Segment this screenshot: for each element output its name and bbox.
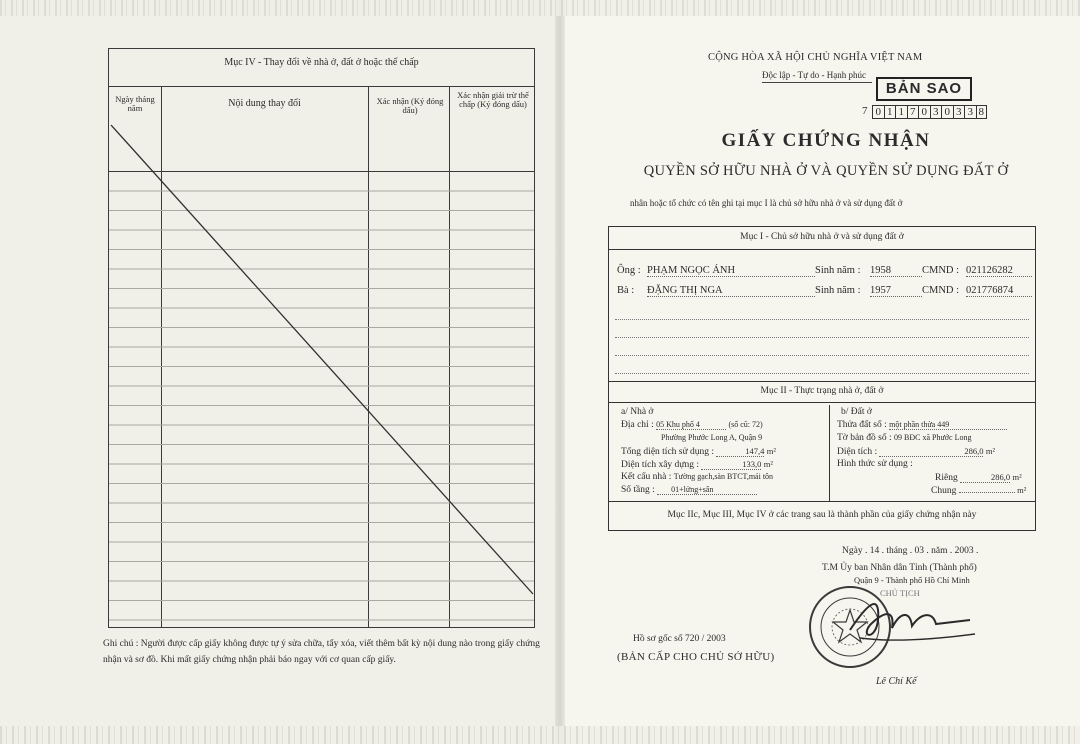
col-header-confirm: Xác nhận (Ký đóng dấu) [376,96,444,115]
house-heading: a/ Nhà ở [621,407,654,417]
unit: m² [1017,485,1027,495]
birth-year: 1957 [870,285,922,297]
serial-digit: 1 [884,105,896,119]
total-area-label: Tổng diện tích sử dụng : [621,447,715,457]
scan-noise-top [0,0,1080,16]
birth-label: Sinh năm : [815,265,861,276]
birth-label: Sinh năm : [815,285,861,296]
motto-underline [762,82,872,83]
section4-title: Mục IV - Thay đổi về nhà ở, đất ở hoặc thế chấp [109,49,534,87]
strike-diagonal [109,49,536,629]
floors-label: Số tầng : [621,485,655,495]
blank-line [615,319,1029,320]
col-header-content: Nội dung thay đổi [228,98,301,109]
divider [609,381,1035,382]
usage-note: Ghi chú : Người được cấp giấy không được tự ý sửa chữa, tẩy xóa, viết thêm bất kỳ nội dung nào trong giấy chứng nhận và sơ đồ. Khi mất giấy chứng nhận phải báo ngay với cơ quan cấp giấy. [103,639,540,665]
private-row [935,472,1022,483]
build-area-value: 133,0 [701,459,761,470]
map-label: Tờ bản đồ số : [837,433,892,443]
private-value: 286,0 [960,472,1010,483]
plot-label: Thửa đất số : [837,420,887,430]
plot-value: một phần thửa 449 [889,420,1007,430]
column-divider [829,405,830,501]
floors-row [621,485,757,495]
copy-stamp: BẢN SAO [876,77,972,101]
owner-prefix: Ông : [617,265,641,276]
id-label: CMND : [922,265,960,276]
certificate-title: GIẤY CHỨNG NHẬN [721,130,931,151]
footer-note: Mục IIc, Mục III, Mục IV ở các trang sau là thành phần của giấy chứng nhận này [667,510,977,520]
divider [609,402,1035,403]
serial-digit: 3 [964,105,976,119]
owner-row [617,285,1032,297]
serial-digit: 1 [895,105,907,119]
land-heading: b/ Đất ở [841,407,872,417]
issuing-authority: T.M Ủy ban Nhân dân Tỉnh (Thành phố) [822,563,977,573]
blank-line [615,373,1029,374]
owner-prefix: Bà : [617,285,635,296]
serial-digit: 3 [953,105,965,119]
owner-row [617,265,1032,277]
serial-digit: 0 [941,105,953,119]
owner-name: PHẠM NGỌC ÁNH [647,265,815,277]
floors-value: 01+lửng+sân [657,485,757,495]
motto: Độc lập - Tự do - Hạnh phúc [762,70,866,80]
serial-digit: 8 [976,105,988,119]
section2-title: Mục II - Thực trạng nhà ở, đất ở [760,386,884,396]
address-label: Địa chỉ : [621,420,654,430]
old-number: (số cũ: 72) [728,420,763,429]
scan-noise-bottom [0,726,1080,744]
serial-digit: 0 [872,105,884,119]
structure-label: Kết cấu nhà : [621,472,672,482]
serial-digit: 3 [930,105,942,119]
birth-year: 1958 [870,265,922,277]
serial-number [872,105,987,119]
address-value: 05 Khu phố 4 [656,420,726,430]
private-label: Riêng [935,473,958,483]
page-fold [555,0,565,744]
certificate-subtitle: QUYỀN SỞ HỮU NHÀ Ở VÀ QUYỀN SỬ DỤNG ĐẤT Ở [643,163,1009,179]
id-label: CMND : [922,285,960,296]
land-area-label: Diện tích : [837,447,878,457]
structure-value: Tường gạch,sàn BTCT,mái tôn [673,472,774,481]
build-area-label: Diện tích xây dựng : [621,460,699,470]
plot-row [837,420,1007,430]
land-area-value: 286,0 [879,446,983,457]
serial-prefix: 7 [862,105,868,117]
build-area-row [621,459,773,470]
republic-header: CỘNG HÒA XÃ HỘI CHỦ NGHĨA VIỆT NAM [708,52,923,63]
shared-blank [959,492,1015,493]
ward: Phường Phước Long A, Quận 9 [661,433,763,442]
issued-to: (BẢN CẤP CHO CHỦ SỞ HỮU) [617,651,775,663]
col-header-date: Ngày tháng năm [115,94,155,113]
shared-label: Chung [931,486,957,496]
blank-line [615,355,1029,356]
serial-digit: 0 [918,105,930,119]
col-header-release: Xác nhận giải trừ thế chấp (Ký đóng dấu) [457,90,529,109]
signer-title: CHỦ TỊCH [880,588,920,598]
shared-row [931,485,1026,496]
divider [609,501,1035,502]
land-area-row [837,446,995,457]
unit: m² [766,446,776,456]
unit: m² [1012,472,1022,482]
issuing-district: Quận 9 - Thành phố Hồ Chí Minh [854,575,970,585]
blank-line [615,337,1029,338]
certificate-description: nhân hoặc tổ chức có tên ghi tại mục I là chủ sở hữu nhà ở và sử dụng đất ở [630,198,903,208]
sign-date: Ngày . 14 . tháng . 03 . năm . 2003 . [842,546,979,556]
divider [609,249,1035,250]
owner-name: ĐẶNG THỊ NGA [647,285,815,297]
use-form-label: Hình thức sử dụng : [837,459,913,469]
id-number: 021126282 [966,265,1032,277]
total-area-row [621,446,776,457]
serial-digit: 7 [907,105,919,119]
section1-title: Mục I - Chủ sở hữu nhà ở và sử dụng đất ở [740,232,904,242]
signer-name: Lê Chí Kế [876,676,917,687]
signature-icon [840,590,980,650]
id-number: 021776874 [966,285,1032,297]
structure-row [621,472,773,482]
unit: m² [763,459,773,469]
changes-table [108,48,535,628]
map-value: 09 BĐC xã Phước Long [894,433,972,442]
address-row [621,420,763,430]
details-box [608,226,1036,531]
total-area-value: 147,4 [716,446,764,457]
map-row [837,433,971,443]
file-number: Hồ sơ gốc số 720 / 2003 [633,634,726,644]
unit: m² [985,446,996,456]
